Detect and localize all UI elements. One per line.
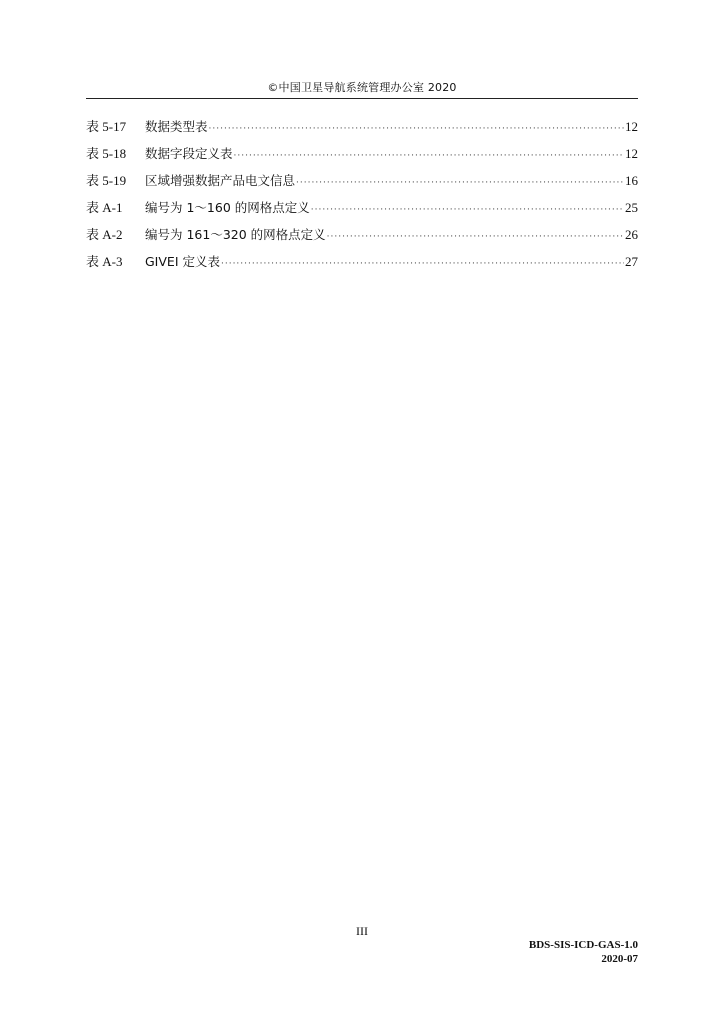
toc-entry[interactable] [86, 224, 638, 251]
toc-dot-leader [311, 205, 624, 215]
toc-entry[interactable] [86, 143, 638, 170]
toc-entry-number: 表 A-3 [86, 254, 123, 269]
toc-entry[interactable] [86, 170, 638, 197]
toc-entry-page: 12 [625, 119, 638, 134]
toc-entry-page: 16 [625, 173, 638, 188]
document-date: 2020-07 [601, 953, 638, 965]
header-divider [86, 98, 638, 99]
toc-dot-leader [221, 259, 624, 269]
document-code: BDS-SIS-ICD-GAS-1.0 [528, 939, 638, 951]
toc-entry-title: GIVEI 定义表 [145, 254, 220, 269]
toc-dot-leader [209, 124, 624, 134]
toc-entry-title: 数据类型表 [145, 119, 208, 134]
toc-entry-number: 表 A-2 [86, 227, 123, 242]
toc-entry-number: 表 5-17 [86, 119, 127, 134]
toc-dot-leader [327, 232, 624, 242]
page-header: ©中国卫星导航系统管理办公室 2020 [267, 81, 457, 94]
toc-entry-title: 数据字段定义表 [145, 146, 233, 161]
toc-dot-leader [234, 151, 624, 161]
toc-entry[interactable] [86, 251, 638, 278]
toc-entry[interactable] [86, 116, 638, 143]
toc-entry-number: 表 A-1 [86, 200, 123, 215]
toc-entry-page: 12 [625, 146, 638, 161]
toc-entry-number: 表 5-18 [86, 146, 127, 161]
toc-dot-leader [296, 178, 624, 188]
toc-entry-page: 27 [625, 254, 638, 269]
document-identifier [529, 938, 638, 966]
toc-entry-title: 编号为 1～160 的网格点定义 [145, 200, 310, 215]
toc-entry-number: 表 5-19 [86, 173, 127, 188]
toc-entry-title: 编号为 161～320 的网格点定义 [145, 227, 326, 242]
toc-entry-page: 26 [625, 227, 638, 242]
page-number: III [356, 924, 368, 938]
toc-entry-title: 区域增强数据产品电文信息 [145, 173, 296, 188]
toc-entry[interactable] [86, 197, 638, 224]
toc-entry-page: 25 [625, 200, 638, 215]
table-of-contents [86, 116, 638, 278]
